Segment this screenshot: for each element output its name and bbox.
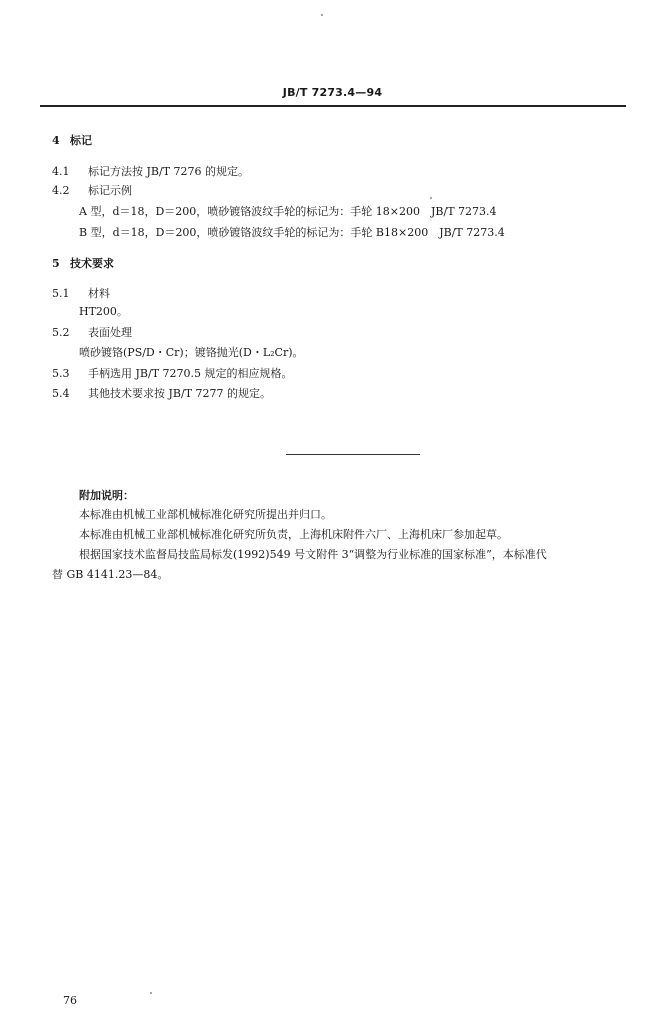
clause-4-1-text: 标记方法按 JB/T 7276 的规定。	[88, 165, 250, 178]
page-number: 76	[63, 994, 77, 1007]
section-5-title: 技术要求	[70, 257, 114, 270]
header-rule	[40, 105, 626, 107]
document-header: JB/T 7273.4—94	[282, 86, 383, 99]
example-b-line: B 型，d＝18，D＝200，喷砂镀铬波纹手轮的标记为：手轮 B18×200 JB/T 7273.4	[79, 226, 505, 239]
clause-4-1-number: 4.1	[52, 165, 70, 178]
clause-5-3-number: 5.3	[52, 367, 70, 380]
section-5-number: 5	[52, 257, 60, 270]
clause-4-2-text: 标记示例	[88, 184, 132, 197]
section-4-title: 标记	[70, 134, 92, 147]
clause-5-4-number: 5.4	[52, 387, 70, 400]
example-a-line: A 型，d＝18，D＝200，喷砂镀铬波纹手轮的标记为：手轮 18×200 JB/T 7273.4	[79, 205, 497, 218]
clause-5-4-text: 其他技术要求按 JB/T 7277 的规定。	[88, 387, 272, 400]
clause-5-1-text: 材料	[88, 287, 110, 300]
clause-5-2-value: 喷砂镀铬(PS/D・Cr)；镀铬抛光(D・L₂Cr)。	[79, 346, 304, 359]
clause-5-2-text: 表面处理	[88, 326, 132, 339]
scan-speck	[321, 14, 323, 16]
appendix-paragraph-3-continued: 替 GB 4141.23—84。	[52, 568, 169, 581]
clause-5-3-text: 手柄选用 JB/T 7270.5 规定的相应规格。	[88, 367, 293, 380]
scan-speck	[430, 197, 432, 199]
appendix-title: 附加说明：	[79, 489, 134, 502]
section-4-number: 4	[52, 134, 60, 147]
clause-5-2-number: 5.2	[52, 326, 70, 339]
clause-4-2-number: 4.2	[52, 184, 70, 197]
appendix-paragraph-3: 根据国家技术监督局技监局标发(1992)549 号文附件 3“调整为行业标准的国家标准”，本标准代	[79, 548, 547, 561]
clause-5-1-number: 5.1	[52, 287, 70, 300]
section-divider	[286, 454, 420, 455]
appendix-paragraph-1: 本标准由机械工业部机械标准化研究所提出并归口。	[79, 508, 332, 521]
scan-speck	[150, 992, 152, 994]
appendix-paragraph-2: 本标准由机械工业部机械标准化研究所负责，上海机床附件六厂、上海机床厂参加起草。	[79, 528, 508, 541]
clause-5-1-value: HT200。	[79, 305, 128, 318]
